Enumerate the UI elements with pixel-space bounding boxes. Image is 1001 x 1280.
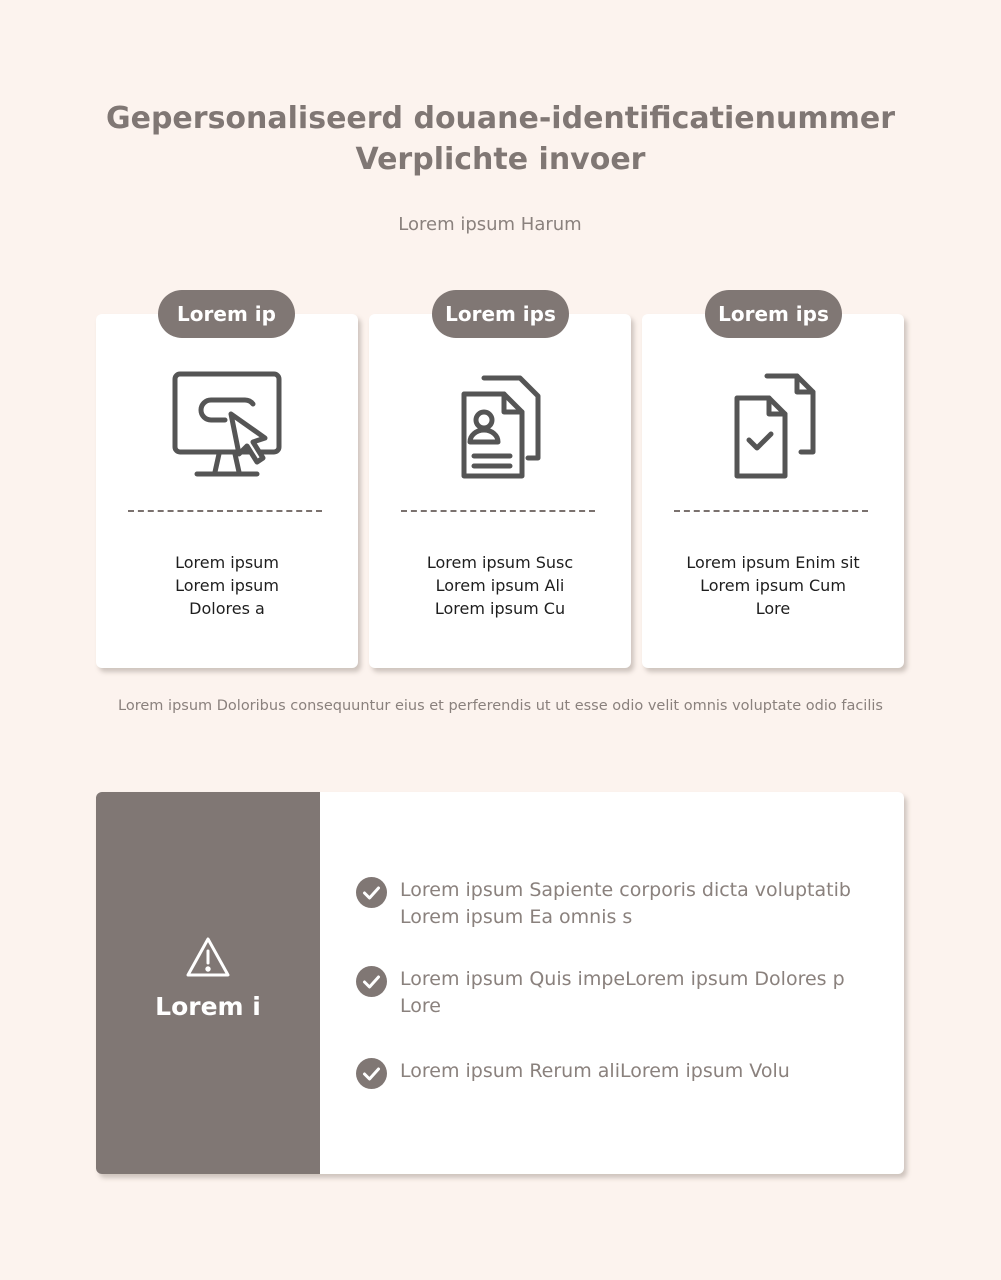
card-line: Lorem ipsum Ali (435, 576, 565, 595)
card-line: Lorem ipsum Cu (434, 599, 566, 618)
page-title-line-1: Gepersonaliseerd douane-identificatienummer (105, 101, 896, 136)
card-line: Lorem ipsum (175, 553, 279, 572)
check-circle-icon (356, 877, 387, 908)
checklist-text (400, 1058, 870, 1085)
warning-label: Lorem i (155, 992, 261, 1021)
checklist-line: Lorem ipsum Sapiente corporis dicta voluptatib (400, 879, 851, 901)
checklist-text (400, 877, 870, 931)
page-title-line-2: Verplichte invoer (355, 142, 646, 177)
card-line: Lorem ipsum Cum (700, 576, 846, 595)
checked-documents-icon (713, 368, 833, 488)
card-text (642, 551, 904, 620)
card-2-badge: Lorem ips (432, 290, 569, 338)
checklist-text (400, 966, 870, 1020)
card-line: Lore (755, 599, 791, 618)
checklist-line: Lorem ipsum Ea omnis s (400, 906, 633, 928)
check-circle-icon (356, 966, 387, 997)
card-text (369, 551, 631, 620)
info-card-2 (369, 314, 631, 668)
card-divider (674, 510, 868, 512)
check-circle-icon (356, 1058, 387, 1089)
checklist-line: Lore (400, 995, 441, 1017)
warning-sidebar (96, 792, 320, 1174)
info-card-1 (96, 314, 358, 668)
card-line: Dolores a (189, 599, 265, 618)
computer-click-icon (167, 368, 287, 488)
page-title (0, 98, 1001, 180)
warning-panel (96, 792, 904, 1174)
card-3-badge: Lorem ips (705, 290, 842, 338)
user-documents-icon (440, 368, 560, 488)
card-divider (401, 510, 595, 512)
page-subtitle: Lorem ipsum Harum (398, 214, 582, 235)
card-text (96, 551, 358, 620)
info-card-3 (642, 314, 904, 668)
card-1-badge: Lorem ip (158, 290, 295, 338)
card-line: Lorem ipsum Enim sit (686, 553, 860, 572)
card-line: Lorem ipsum Susc (426, 553, 574, 572)
checklist-line: Lorem ipsum Quis impeLorem ipsum Dolores p (400, 968, 845, 990)
warning-triangle-icon (185, 936, 231, 978)
card-line: Lorem ipsum (175, 576, 279, 595)
footnote: Lorem ipsum Doloribus consequuntur eius et perferendis ut ut esse odio velit omnis voluptate odio facilis (118, 698, 883, 714)
checklist-line: Lorem ipsum Rerum aliLorem ipsum Volu (400, 1060, 790, 1082)
card-divider (128, 510, 322, 512)
